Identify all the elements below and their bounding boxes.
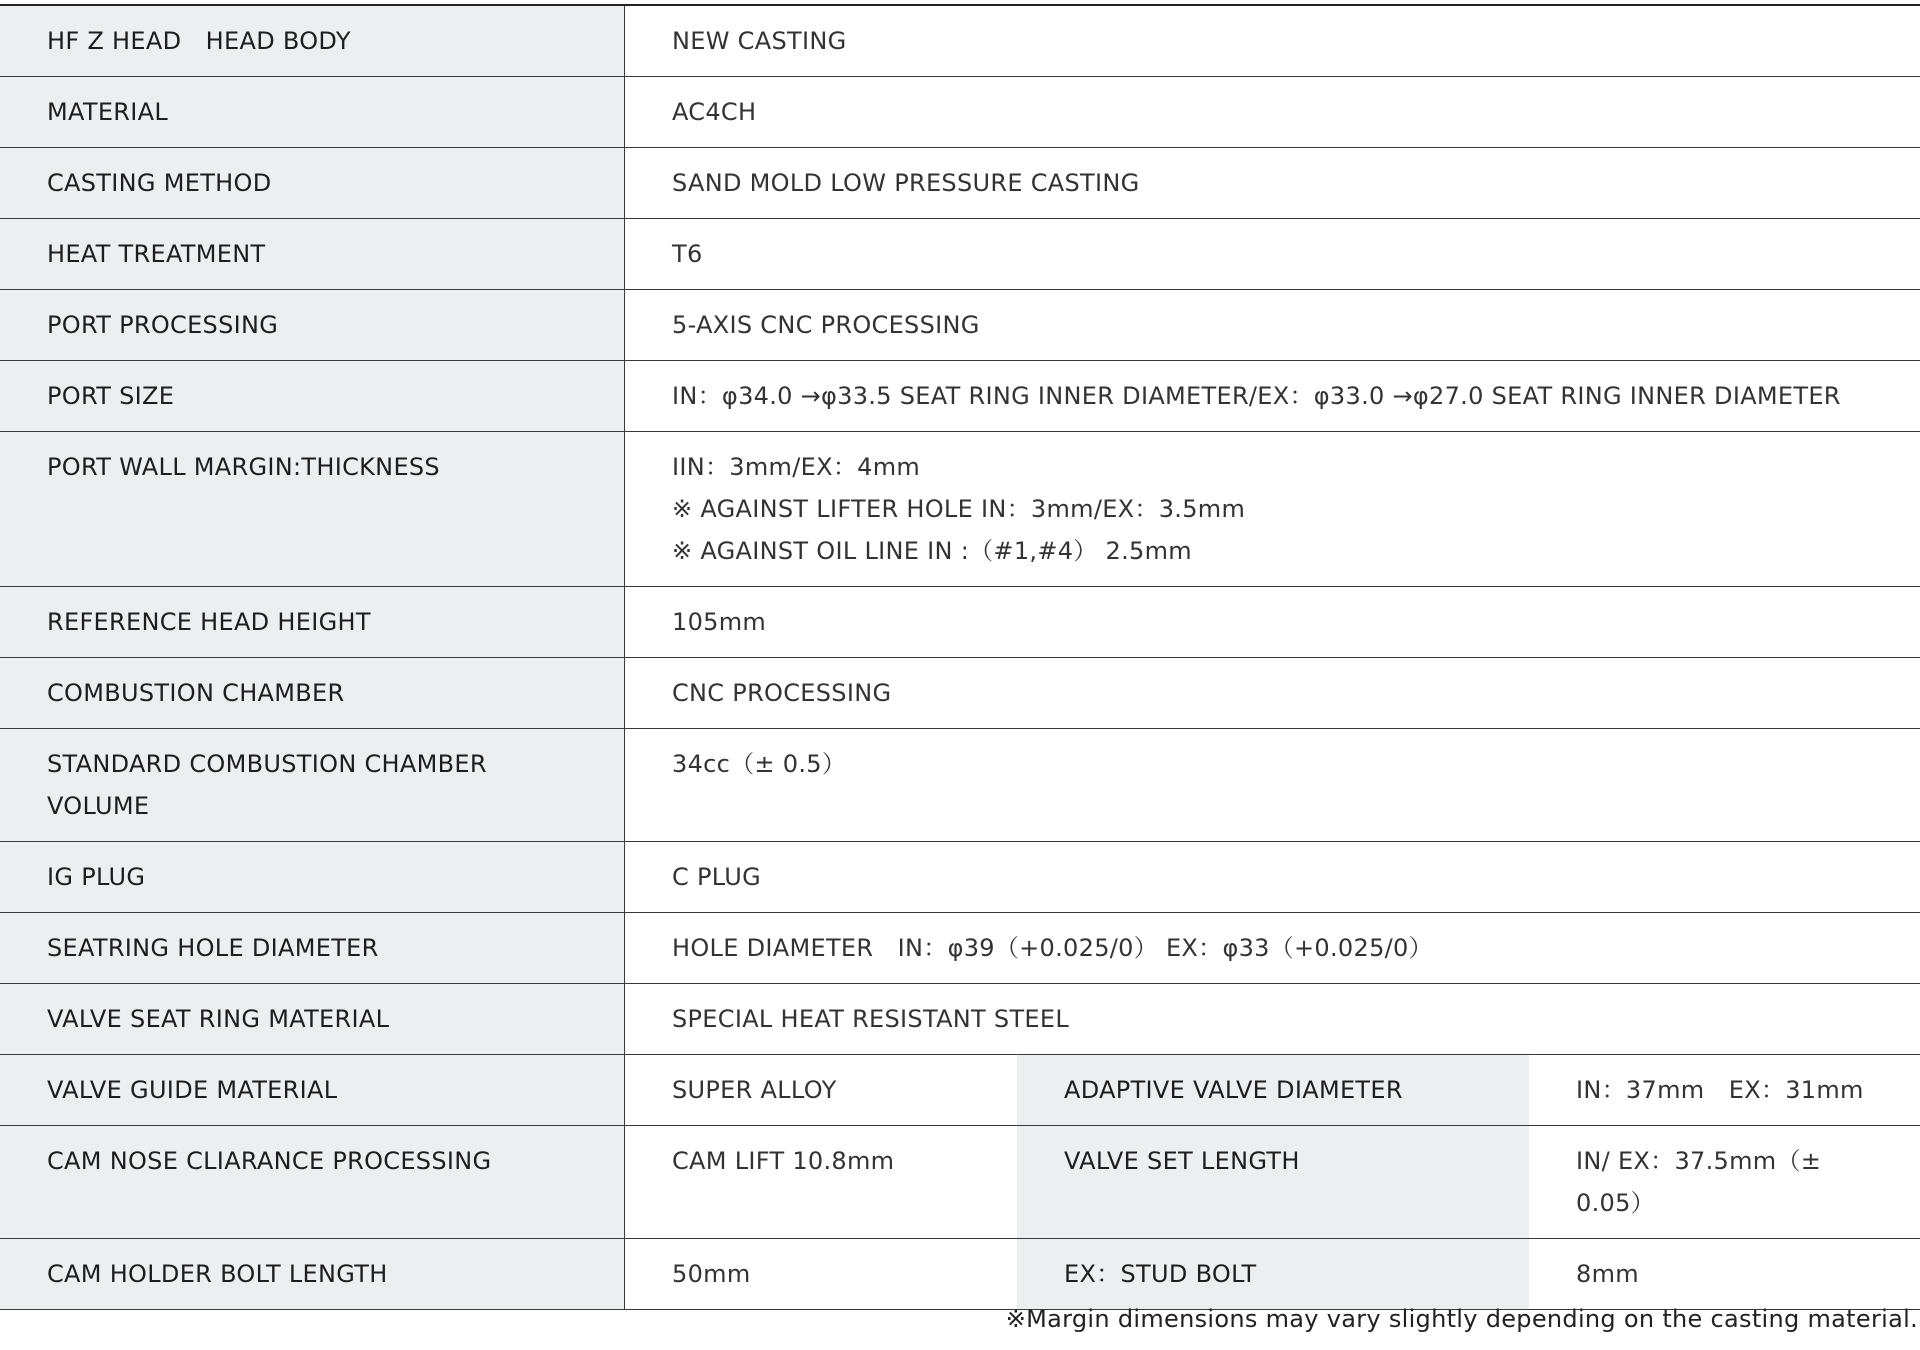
row-value: AC4CH <box>625 77 1920 147</box>
row-label <box>0 729 625 841</box>
spec-table <box>0 4 1920 1310</box>
table-row <box>0 432 1920 587</box>
row-label: CAM HOLDER BOLT LENGTH <box>0 1239 625 1309</box>
table-row <box>0 842 1920 913</box>
table-row <box>0 219 1920 290</box>
row-value <box>625 432 1920 586</box>
value-line: IIN：3mm/EX：4mm <box>672 453 921 481</box>
row-value-secondary: 8mm <box>1529 1239 1920 1309</box>
row-value: CAM LIFT 10.8mm <box>625 1126 1017 1238</box>
row-value: IN：φ34.0 →φ33.5 SEAT RING INNER DIAMETER/EX：φ33.0 →φ27.0 SEAT RING INNER DIAMETER <box>625 361 1920 431</box>
row-label: CAM NOSE CLIARANCE PROCESSING <box>0 1126 625 1238</box>
table-row <box>0 729 1920 842</box>
row-label: SEATRING HOLE DIAMETER <box>0 913 625 983</box>
row-value: SPECIAL HEAT RESISTANT STEEL <box>625 984 1920 1054</box>
row-label: HF Z HEAD HEAD BODY <box>0 6 625 76</box>
row-value: HOLE DIAMETER IN：φ39（+0.025/0） EX：φ33（+0.025/0） <box>625 913 1920 983</box>
row-label: HEAT TREATMENT <box>0 219 625 289</box>
row-label: PORT WALL MARGIN:THICKNESS <box>0 432 625 586</box>
row-label-secondary: VALVE SET LENGTH <box>1017 1126 1529 1238</box>
row-value: CNC PROCESSING <box>625 658 1920 728</box>
table-row <box>0 6 1920 77</box>
row-value-secondary: IN：37mm EX：31mm <box>1529 1055 1920 1125</box>
row-label-secondary: ADAPTIVE VALVE DIAMETER <box>1017 1055 1529 1125</box>
row-label: VALVE SEAT RING MATERIAL <box>0 984 625 1054</box>
row-label: REFERENCE HEAD HEIGHT <box>0 587 625 657</box>
table-row <box>0 587 1920 658</box>
table-row <box>0 658 1920 729</box>
table-row <box>0 290 1920 361</box>
table-row <box>0 77 1920 148</box>
row-label: MATERIAL <box>0 77 625 147</box>
row-label: CASTING METHOD <box>0 148 625 218</box>
table-row <box>0 361 1920 432</box>
label-line: STANDARD COMBUSTION CHAMBER <box>47 750 487 778</box>
label-line: VOLUME <box>47 792 150 820</box>
row-label: COMBUSTION CHAMBER <box>0 658 625 728</box>
table-row <box>0 984 1920 1055</box>
table-row <box>0 148 1920 219</box>
table-row <box>0 913 1920 984</box>
value-line: ※ AGAINST LIFTER HOLE IN：3mm/EX：3.5mm <box>672 495 1246 523</box>
footnote: ※Margin dimensions may vary slightly depending on the casting material. <box>1005 1305 1918 1333</box>
row-label: PORT PROCESSING <box>0 290 625 360</box>
row-value: SUPER ALLOY <box>625 1055 1017 1125</box>
row-value: T6 <box>625 219 1920 289</box>
row-label-secondary: EX：STUD BOLT <box>1017 1239 1529 1309</box>
row-value: NEW CASTING <box>625 6 1920 76</box>
table-row <box>0 1126 1920 1239</box>
row-value: C PLUG <box>625 842 1920 912</box>
row-value-secondary: IN/ EX：37.5mm（± 0.05） <box>1529 1126 1920 1238</box>
table-row <box>0 1055 1920 1126</box>
row-value: SAND MOLD LOW PRESSURE CASTING <box>625 148 1920 218</box>
table-row <box>0 1239 1920 1310</box>
value-line: ※ AGAINST OIL LINE IN :（#1,#4） 2.5mm <box>672 537 1192 565</box>
row-value: 105mm <box>625 587 1920 657</box>
row-value: 5-AXIS CNC PROCESSING <box>625 290 1920 360</box>
row-label: PORT SIZE <box>0 361 625 431</box>
row-label: VALVE GUIDE MATERIAL <box>0 1055 625 1125</box>
row-label: IG PLUG <box>0 842 625 912</box>
row-value: 50mm <box>625 1239 1017 1309</box>
row-value: 34cc（± 0.5） <box>625 729 1920 841</box>
